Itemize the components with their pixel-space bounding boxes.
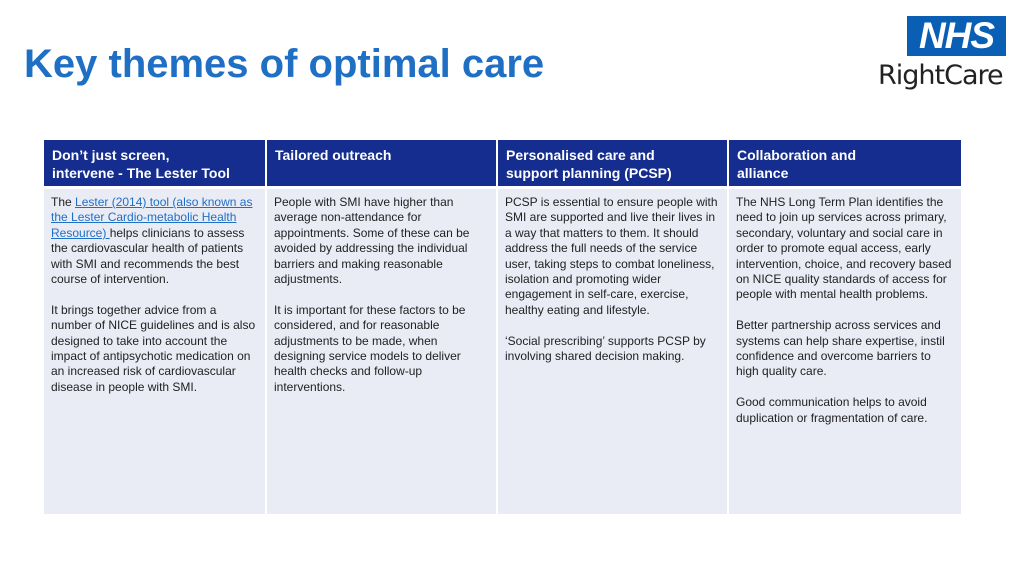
column-body-collaboration (729, 189, 961, 514)
paragraph: Good communication helps to avoid duplication or fragmentation of care. (736, 395, 928, 425)
paragraph: The NHS Long Term Plan identifies the need to join up services across primary, secondary, voluntary and social care in order to promote equal access, early intervention, choice, and recovery based on NICE quality standards of access for people with mental health problems. (736, 195, 952, 302)
column-header-pcsp (498, 140, 727, 186)
paragraph: It is important for these factors to be considered, and for reasonable adjustments to be made, when designing service models to deliver health checks and follow-up interventions. (274, 302, 466, 394)
column-body-tailored-outreach (267, 189, 496, 514)
paragraph: ‘Social prescribing’ supports PCSP by involving shared decision making. (505, 333, 706, 364)
paragraph: PCSP is essential to ensure people with SMI are supported and live their lives in a way that matters to them. It should address the full needs of the service user, taking steps to combat loneliness, isolation and promoting wider engagement in self-care, exercise, healthy eating and lifestyle. (505, 195, 718, 317)
paragraph (51, 195, 258, 287)
nhs-logo-text: NHS (918, 15, 995, 56)
header-line: intervene - The Lester Tool (52, 165, 230, 181)
page-title: Key themes of optimal care (24, 42, 545, 86)
header-line: Tailored outreach (275, 147, 392, 163)
paragraph: Better partnership across services and systems can help share expertise, instil confidence and overcome barriers to high quality care. (736, 318, 945, 379)
column-header-lester-tool (44, 140, 265, 186)
header-line: alliance (737, 165, 789, 181)
header-line: support planning (PCSP) (506, 165, 672, 181)
themes-table (44, 140, 961, 517)
column-header-collaboration (729, 140, 961, 186)
paragraph: It brings together advice from a number of NICE guidelines and is also designed to take into account the impact of antipsychotic medication on an increased risk of cardiovascular disease in people with SMI. (51, 302, 256, 394)
header-line: Don’t just screen, (52, 147, 170, 163)
rightcare-logo-text: RightCare (878, 60, 1003, 91)
header-line: Personalised care and (506, 147, 655, 163)
column-body-lester-tool (44, 189, 265, 514)
header-line: Collaboration and (737, 147, 856, 163)
text: The (51, 195, 76, 209)
column-body-pcsp (498, 189, 727, 514)
lester-tool-link[interactable]: Lester (2014) tool (also known as the Lester Cardio-metabolic Health Resource) (51, 195, 253, 240)
text: helps clinicians to assess the cardiovascular health of patients with SMI and recommends the best course of intervention. (51, 225, 245, 287)
nhs-logo-box (907, 16, 1006, 56)
paragraph: People with SMI have higher than average non-attendance for appointments. Some of these can be avoided by addressing the individual barriers and making reasonable adjustments. (274, 195, 470, 287)
column-header-tailored-outreach (267, 140, 496, 186)
